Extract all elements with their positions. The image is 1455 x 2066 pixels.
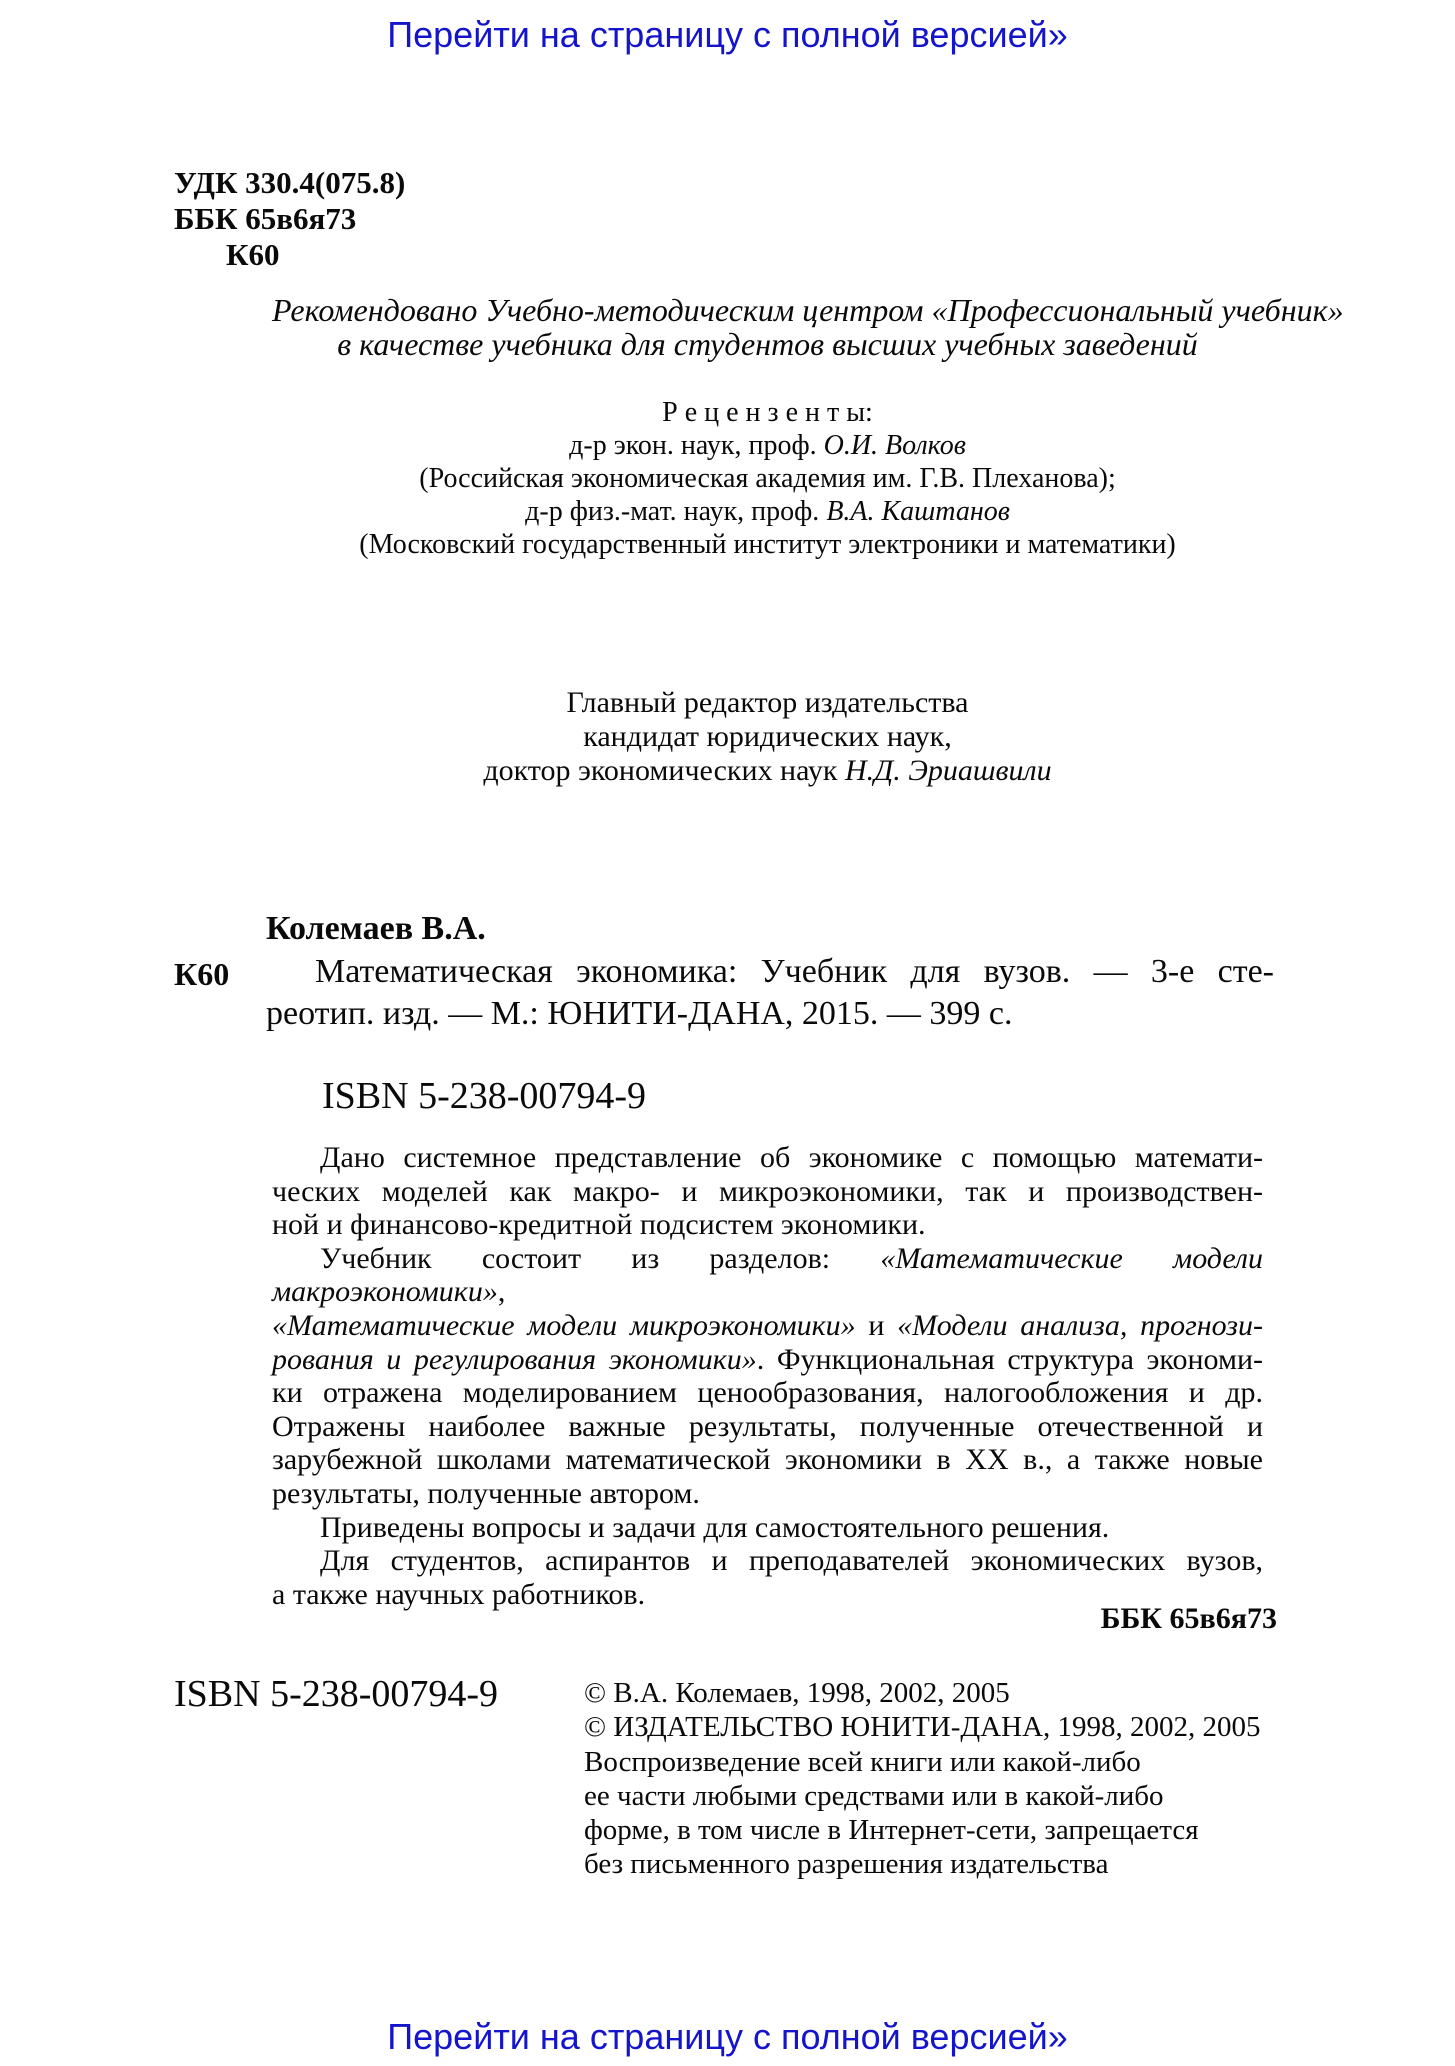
catalog-entry	[266, 951, 1274, 1035]
text-line: Учебник состоит из разделов: «Математические модели макроэкономики»,	[272, 1241, 1263, 1309]
recommendation-block	[272, 292, 1344, 362]
reviewers-heading: Р е ц е н з е н т ы:	[662, 397, 873, 428]
text-line: рования и регулирования экономики». Функциональная структура экономи-	[272, 1342, 1263, 1376]
full-version-link-bottom[interactable]: Перейти на страницу с полной версией»	[387, 2016, 1068, 2057]
text-line: © ИЗДАТЕЛЬСТВО ЮНИТИ-ДАНА, 1998, 2002, 2005	[584, 1711, 1261, 1744]
catalog-author: Колемаев В.А.	[266, 910, 486, 947]
text-line: «Математические модели микроэкономики» и «Модели анализа, прогнози-	[272, 1308, 1263, 1342]
text-line: без письменного разрешения издательства	[584, 1848, 1109, 1881]
text-line: д-р экон. наук, проф. О.И. Волков	[569, 430, 966, 461]
copyright-block	[584, 1676, 1261, 1882]
text-line: доктор экономических наук Н.Д. Эриашвили	[483, 754, 1052, 787]
isbn-bottom: ISBN 5-238-00794-9	[174, 1673, 499, 1715]
text-line: результаты, полученные автором.	[272, 1476, 700, 1510]
text-line: (Московский государственный институт электроники и математики)	[359, 529, 1176, 560]
text-line: в качестве учебника для студентов высших учебных заведений	[337, 326, 1198, 362]
text-line: Математическая экономика: Учебник для вузов. — 3-е сте-	[315, 953, 1274, 990]
author-sign: К60	[226, 237, 280, 272]
text-line: ее части любыми средствами или в какой-либо	[584, 1779, 1164, 1812]
text-line: зарубежной школами математической экономики в XX в., а также новые	[272, 1443, 1263, 1477]
text-line: Дано системное представление об экономике с помощью математи-	[320, 1141, 1263, 1174]
text-line: Главный редактор издательства	[566, 686, 969, 719]
text-line: ной и финансово-кредитной подсистем экономики.	[272, 1208, 926, 1242]
isbn-catalog: ISBN 5-238-00794-9	[322, 1075, 647, 1117]
text-line: реотип. изд. — М.: ЮНИТИ-ДАНА, 2015. — 399 с.	[266, 995, 1013, 1032]
text-line: Рекомендовано Учебно-методическим центром «Профессиональный учебник»	[272, 292, 1344, 328]
text-line: Приведены вопросы и задачи для самостоятельного решения.	[320, 1510, 1110, 1544]
catalog-author-sign: К60	[174, 956, 230, 992]
text-line: © В.А. Колемаев, 1998, 2002, 2005	[584, 1677, 1010, 1709]
text-line: ческих моделей как макро- и микроэкономики, так и производствен-	[272, 1174, 1263, 1208]
udk-code: УДК 330.4(075.8)	[174, 165, 406, 200]
text-line: Для студентов, аспирантов и преподавателей экономических вузов,	[320, 1544, 1263, 1578]
full-version-link-top[interactable]: Перейти на страницу с полной версией»	[387, 14, 1068, 55]
chief-editor-block	[272, 686, 1263, 788]
text-line: а также научных работников.	[272, 1577, 646, 1611]
bbk-footer: ББК 65в6я73	[1100, 1602, 1277, 1635]
classification-block	[174, 165, 405, 273]
text-line: кандидат юридических наук,	[583, 720, 952, 753]
reviewers-lines	[272, 429, 1263, 561]
text-line: форме, в том числе в Интернет-сети, запрещается	[584, 1814, 1199, 1847]
reviewers-block	[272, 396, 1263, 561]
abstract-text	[272, 1141, 1263, 1611]
text-line: д-р физ.-мат. наук, проф. В.А. Каштанов	[525, 496, 1010, 527]
text-line: Воспроизведение всей книги или какой-либо	[584, 1745, 1141, 1778]
bbk-code: ББК 65в6я73	[174, 201, 357, 236]
text-line: ки отражена моделированием ценообразования, налогообложения и др.	[272, 1376, 1263, 1410]
text-line: Отражены наиболее важные результаты, полученные отечественной и	[272, 1409, 1263, 1443]
text-line: (Российская экономическая академия им. Г.В. Плеханова);	[419, 463, 1116, 494]
